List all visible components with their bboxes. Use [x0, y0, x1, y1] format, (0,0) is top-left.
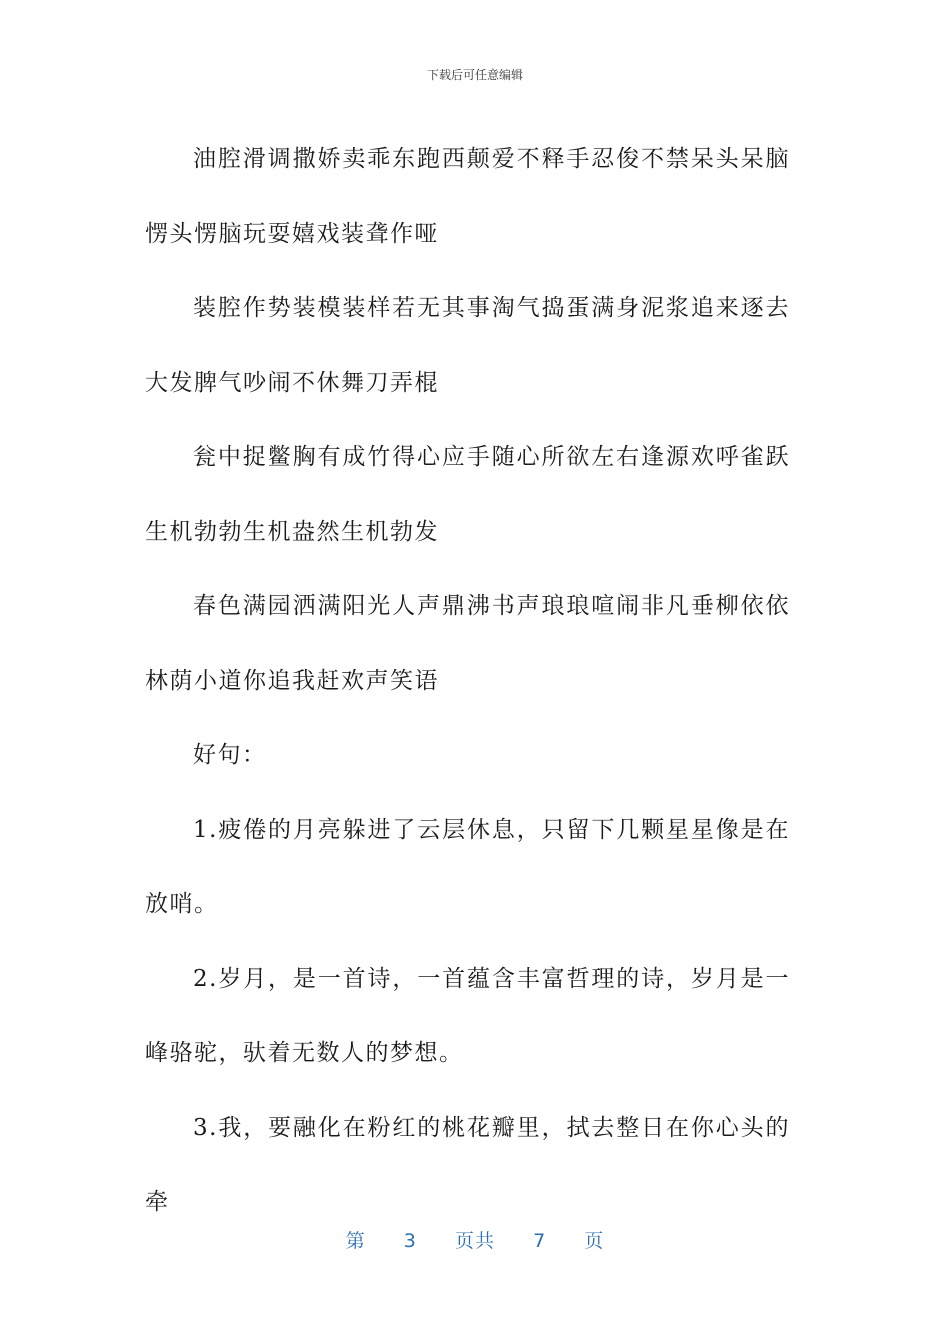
- paragraph-idioms-2: 装腔作势装模装样若无其事淘气捣蛋满身泥浆追来逐去大发脾气吵闹不休舞刀弄棍: [145, 295, 790, 396]
- page-total: 7: [533, 1230, 547, 1252]
- page-middle: 页共: [454, 1230, 495, 1252]
- sentence-1: 1.疲倦的月亮躲进了云层休息，只留下几颗星星像是在放哨。: [145, 816, 790, 917]
- sentence-2: 2.岁月，是一首诗，一首蕴含丰富哲理的诗，岁月是一峰骆驼，驮着无数人的梦想。: [145, 965, 790, 1066]
- header-note: 下载后可任意编辑: [426, 68, 523, 82]
- paragraph-idioms-3: 瓮中捉鳖胸有成竹得心应手随心所欲左右逢源欢呼雀跃生机勃勃生机盎然生机勃发: [145, 444, 790, 545]
- sentence-3: 3.我，要融化在粉红的桃花瓣里，拭去整日在你心头的牵: [145, 1114, 790, 1215]
- page-number-footer: [0, 1226, 950, 1253]
- paragraph-idioms-4: 春色满园洒满阳光人声鼎沸书声琅琅喧闹非凡垂柳依依林荫小道你追我赶欢声笑语: [145, 593, 790, 694]
- paragraph-idioms-1: 油腔滑调撒娇卖乖东跑西颠爱不释手忍俊不禁呆头呆脑愣头愣脑玩耍嬉戏装聋作哑: [145, 146, 790, 247]
- document-body: [145, 122, 790, 1240]
- page-prefix: 第: [345, 1230, 366, 1252]
- page-current: 3: [403, 1230, 417, 1252]
- page-suffix: 页: [584, 1230, 605, 1252]
- section-heading-good-sentences: 好句：: [193, 742, 267, 768]
